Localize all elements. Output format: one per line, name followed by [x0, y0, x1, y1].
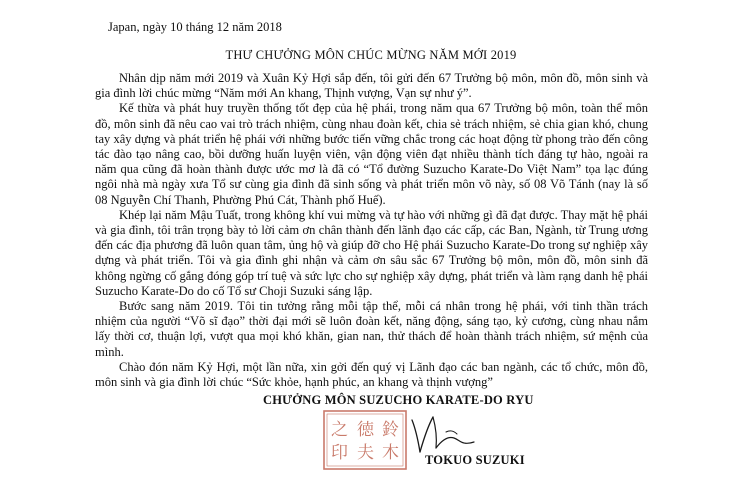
seal-char: 之	[331, 420, 348, 440]
date-line: Japan, ngày 10 tháng 12 năm 2018	[108, 20, 282, 34]
signature-name: TOKUO SUZUKI	[425, 453, 525, 467]
seal-stamp	[322, 408, 408, 472]
seal-char: 印	[331, 443, 348, 463]
seal-char: 夫	[357, 443, 374, 463]
letter-title: THƯ CHƯỞNG MÔN CHÚC MỪNG NĂM MỚI 2019	[225, 48, 517, 62]
letter-body	[95, 71, 648, 390]
signature-organization: CHƯỞNG MÔN SUZUCHO KARATE-DO RYU	[263, 393, 534, 407]
paragraph: Khép lại năm Mậu Tuất, trong không khí vui mừng và tự hào với những gì đã đạt được. Thay mặt hệ phái và gia đình, tôi trân trọng bày tỏ lời cảm ơn chân thành đến lãnh đạo các cấp, các Ban, Ngành, từ Trung ương đến các địa phương đã luôn quan tâm, ủng hộ và giúp đỡ cho Hệ phái Suzucho Karate-Do trong sự nghiệp xây dựng và phát triển. Tôi và gia đình ghi nhận và cảm ơn sâu sắc 67 Trưởng bộ môn, môn đồ, môn sinh đã không ngừng cố gắng đóng góp trí tuệ và sức lực cho sự nghiệp xây dựng, phát triển và làm rạng danh hệ phái Suzucho Karate-Do do cố Tổ sư Choji Suzuki sáng lập.	[95, 207, 648, 298]
paragraph: Bước sang năm 2019. Tôi tin tưởng rằng mỗi tập thể, mỗi cá nhân trong hệ phái, với tinh thần trách nhiệm của người “Võ sĩ đạo” thời đại mới sẽ luôn đoàn kết, năng động, sáng tạo, kỷ cương, cùng nhau nắm lấy thời cơ, thuận lợi, vượt qua mọi khó khăn, gian nan, thử thách để hoàn thành trách nhiệm, sứ mệnh của mình.	[95, 299, 648, 359]
paragraph: Kế thừa và phát huy truyền thống tốt đẹp của hệ phái, trong năm qua 67 Trưởng bộ môn, toàn thể môn đồ, môn sinh đã nêu cao vai trò trách nhiệm, cùng nhau đoàn kết, chia sẻ trách nhiệm, sẻ chia gian khó, chung tay xây dựng và phát triển hệ phái với những bước tiến vững chắc trong các hoạt động từ phong trào đến công tác đào tạo nâng cao, bồi dưỡng huấn luyện viên, vận động viên đạt nhiều thành tích đáng tự hào, ngoài ra năm qua cũng đã hoàn thành được ước mơ là đã có “Tổ đường Suzucho Karate-Do Việt Nam” tọa lạc đúng ngôi nhà mà ngày xưa Tổ sư cùng gia đình đã sinh sống và phát triển môn võ này, số 08 Võ Tánh (nay là số 08 Nguyễn Chí Thanh, Phường Phú Cát, Thành phố Huế).	[95, 101, 648, 207]
seal-char: 鈴	[382, 420, 399, 440]
paragraph: Chào đón năm Kỷ Hợi, một lần nữa, xin gởi đến quý vị Lãnh đạo các ban ngành, các tổ chức, môn đồ, môn sinh và gia đình lời chúc “Sức khỏe, hạnh phúc, an khang và thịnh vượng”	[95, 359, 648, 390]
paragraph: Nhân dịp năm mới 2019 và Xuân Kỷ Hợi sắp đến, tôi gửi đến 67 Trưởng bộ môn, môn đồ, môn sinh và gia đình lời chúc mừng “Năm mới An khang, Thịnh vượng, Vạn sự như ý”.	[95, 71, 648, 101]
seal-char: 徳	[357, 420, 374, 440]
seal-char: 木	[382, 443, 399, 463]
